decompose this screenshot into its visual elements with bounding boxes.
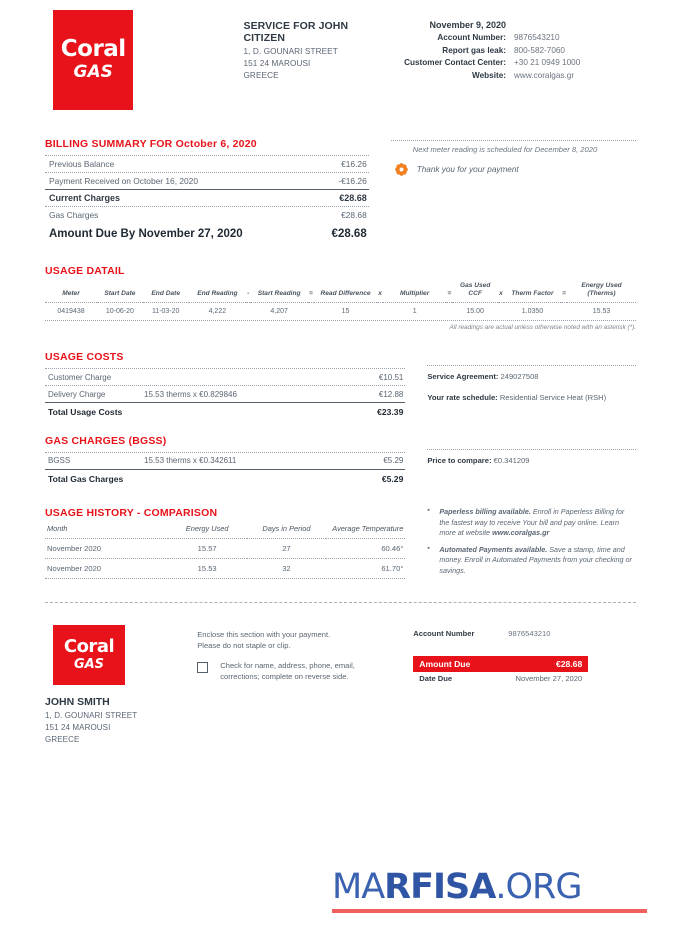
account-meta-block bbox=[374, 10, 636, 110]
cost-desc: 15.53 therms x €0.829846 bbox=[144, 389, 237, 399]
col-start-date: Start Date bbox=[104, 290, 136, 298]
usage-history-section bbox=[45, 507, 636, 582]
billing-row-gas-charges bbox=[45, 207, 369, 223]
meta-row-website bbox=[374, 70, 606, 83]
cell-days: 27 bbox=[247, 539, 326, 559]
price-to-compare-note bbox=[427, 450, 636, 466]
tear-off-dashed-line bbox=[45, 602, 636, 603]
logo-brand-name: Coral bbox=[63, 635, 115, 657]
stub-message-line-1: Enclose this section with your payment. bbox=[197, 630, 331, 640]
marfisa-watermark bbox=[332, 867, 647, 913]
meta-label: Report gas leak: bbox=[442, 45, 506, 55]
meta-value[interactable]: www.coralgas.gr bbox=[514, 71, 575, 81]
operator-equals-2: = bbox=[447, 290, 452, 298]
col-avg-temp: Average Temperature bbox=[332, 524, 404, 534]
cell-energy: 15.53 bbox=[168, 559, 247, 579]
stub-address-line-3: GREECE bbox=[45, 735, 80, 745]
service-agreement-value: 249027508 bbox=[498, 372, 539, 382]
amount-due-label: Amount Due By November 27, 2020 bbox=[49, 228, 243, 240]
meta-row-contact-center bbox=[374, 57, 606, 70]
gas-charge-row-bgss bbox=[45, 453, 405, 469]
usage-history-table-wrap bbox=[45, 507, 405, 582]
meta-value: +30 21 0949 1000 bbox=[514, 58, 581, 68]
billing-row-previous-balance bbox=[45, 156, 369, 172]
promo-bold-label: Automated Payments available. bbox=[439, 544, 548, 554]
gas-charges-section bbox=[45, 435, 636, 488]
watermark-text bbox=[332, 867, 647, 907]
total-label: Total Usage Costs bbox=[48, 407, 123, 418]
billing-title-prefix: BILLING SUMMARY FOR bbox=[45, 138, 176, 150]
usage-cost-total-row bbox=[45, 403, 405, 421]
billing-side-notes bbox=[391, 138, 636, 243]
cost-desc bbox=[144, 373, 343, 382]
stub-account-row bbox=[413, 629, 588, 638]
cell-end-date: 11-03-20 bbox=[143, 303, 189, 321]
promotional-notes bbox=[427, 507, 636, 582]
service-address-line-3: GREECE bbox=[243, 71, 279, 80]
stub-amount-block bbox=[413, 625, 588, 744]
usage-detail-footnote: All readings are actual unless otherwise noted with an asterisk (*). bbox=[449, 324, 636, 332]
promo-text: Save a stamp, time and money. Enroll in Automated Payments from your checking or savings. bbox=[439, 544, 632, 575]
operator-times-1: x bbox=[378, 290, 382, 298]
col-end-reading: End Reading bbox=[197, 290, 238, 298]
usage-history-title: USAGE HISTORY - COMPARISON bbox=[45, 507, 218, 520]
thank-you-row bbox=[391, 163, 636, 176]
gas-charges-total-row bbox=[45, 470, 405, 488]
cell-days: 32 bbox=[247, 559, 326, 579]
row-amount: €16.26 bbox=[341, 159, 367, 169]
cost-name: Delivery Charge bbox=[48, 389, 106, 399]
cost-name: Customer Charge bbox=[48, 372, 112, 382]
billing-row-amount-due bbox=[45, 223, 369, 243]
stub-address-line-1: 1, D. GOUNARI STREET bbox=[45, 711, 138, 721]
next-meter-reading-note: Next meter reading is scheduled for December 8, 2020 bbox=[412, 145, 598, 154]
row-label: Previous Balance bbox=[49, 159, 115, 169]
cell-temp: 60.46° bbox=[326, 539, 405, 559]
billing-summary-table bbox=[45, 138, 369, 243]
divider bbox=[45, 578, 405, 579]
coral-gas-logo-stub bbox=[53, 625, 125, 685]
gas-charges-side-notes bbox=[427, 435, 636, 488]
cell-start-reading: 4,207 bbox=[250, 303, 308, 321]
usage-detail-table bbox=[45, 282, 636, 320]
meta-label: Account Number: bbox=[437, 33, 506, 42]
col-start-reading: Start Reading bbox=[257, 290, 301, 298]
coral-gas-logo bbox=[53, 10, 133, 110]
stub-correction-row bbox=[197, 660, 387, 682]
cell-therm-factor: 1.0350 bbox=[504, 303, 561, 321]
watermark-part-3: .ORG bbox=[495, 867, 582, 907]
usage-history-table bbox=[45, 524, 405, 578]
row-amount: €28.68 bbox=[341, 210, 367, 220]
service-address-line-1: 1, D. GOUNARI STREET bbox=[243, 47, 338, 56]
service-address-block bbox=[243, 10, 374, 110]
total-amount: €23.39 bbox=[377, 407, 404, 418]
rate-schedule-label: Your rate schedule: bbox=[427, 392, 498, 402]
cost-name: BGSS bbox=[48, 456, 71, 466]
col-meter: Meter bbox=[62, 290, 80, 298]
meta-label: Customer Contact Center: bbox=[404, 58, 506, 68]
cost-desc: 15.53 therms x €0.342611 bbox=[144, 456, 237, 466]
usage-history-row bbox=[45, 539, 405, 559]
promo-automated-payments bbox=[427, 545, 636, 576]
meta-label: Website: bbox=[472, 71, 506, 81]
correction-checkbox[interactable] bbox=[197, 662, 208, 673]
col-energy-used: Energy Used (Therms) bbox=[581, 282, 622, 298]
cell-temp: 61.70° bbox=[326, 559, 405, 579]
cost-amount: €5.29 bbox=[383, 456, 404, 466]
usage-detail-data-row bbox=[45, 303, 636, 321]
row-label: Payment Received on October 16, 2020 bbox=[49, 176, 198, 186]
billing-row-current-charges bbox=[45, 190, 369, 206]
usage-detail-title: USAGE DATAIL bbox=[45, 265, 125, 277]
statement-date: November 9, 2020 bbox=[429, 20, 506, 30]
cell-read-difference: 15 bbox=[314, 303, 378, 321]
operator-equals-1: = bbox=[308, 290, 313, 298]
amount-due-value: €28.68 bbox=[331, 228, 367, 240]
stub-address-line-2: 151 24 MAROUSI bbox=[45, 723, 111, 733]
cell-meter: 0419438 bbox=[45, 303, 97, 321]
amount-due-box-label: Amount Due bbox=[419, 659, 471, 670]
cell-month: November 2020 bbox=[45, 539, 168, 559]
usage-costs-section bbox=[45, 351, 636, 421]
promo-text: Enroll in Paperless Billing for the fastest way to receive Your bill and pay online. Learn more at website bbox=[439, 507, 625, 538]
operator-equals-3: = bbox=[562, 290, 566, 298]
cell-gas-used-ccf: 15.00 bbox=[452, 303, 498, 321]
total-label: Total Gas Charges bbox=[48, 473, 124, 484]
page-header bbox=[45, 0, 636, 110]
usage-detail-header-row bbox=[45, 282, 636, 303]
watermark-part-2: RFISA bbox=[384, 867, 496, 907]
billing-summary-section bbox=[45, 138, 636, 243]
stub-message-line-2: Please do not staple or clip. bbox=[197, 641, 291, 651]
amount-due-box bbox=[413, 656, 588, 672]
col-end-date: End Date bbox=[151, 290, 180, 298]
cell-multiplier: 1 bbox=[383, 303, 446, 321]
usage-costs-table bbox=[45, 351, 405, 421]
row-label: Gas Charges bbox=[49, 210, 99, 220]
col-multiplier: Multiplier bbox=[399, 290, 430, 298]
usage-cost-row-customer-charge bbox=[45, 369, 405, 385]
rate-schedule-value: Residential Service Heat (RSH) bbox=[497, 392, 607, 402]
cell-end-reading: 4,222 bbox=[189, 303, 247, 321]
stub-instructions bbox=[197, 625, 387, 744]
billing-title-date: October 6, 2020 bbox=[175, 138, 257, 150]
usage-costs-side-notes bbox=[427, 351, 636, 421]
row-amount: €28.68 bbox=[339, 193, 367, 203]
date-due-row bbox=[413, 672, 588, 683]
date-due-label: Date Due bbox=[419, 674, 453, 684]
cell-energy-used: 15.53 bbox=[567, 303, 636, 321]
row-label: Current Charges bbox=[49, 193, 121, 203]
row-amount: -€16.26 bbox=[338, 176, 367, 186]
stub-account-value: 9876543210 bbox=[508, 629, 551, 639]
total-amount: €5.29 bbox=[381, 473, 404, 484]
price-to-compare-label: Price to compare: bbox=[427, 455, 492, 465]
meta-row-account-number bbox=[374, 32, 606, 45]
usage-detail-section bbox=[45, 265, 636, 331]
operator-times-2: x bbox=[499, 290, 503, 298]
promo-paperless-billing bbox=[427, 507, 636, 538]
col-days: Days in Period bbox=[262, 524, 311, 534]
flower-icon bbox=[395, 163, 408, 176]
col-energy: Energy Used bbox=[185, 524, 229, 534]
service-for-title: SERVICE FOR JOHN CITIZEN bbox=[243, 20, 349, 44]
thank-you-text: Thank you for your payment bbox=[416, 165, 519, 174]
logo-brand-name: Coral bbox=[60, 36, 126, 63]
gas-charges-title: GAS CHARGES (BGSS) bbox=[45, 434, 167, 447]
meta-value: 9876543210 bbox=[514, 33, 560, 42]
divider bbox=[45, 320, 636, 321]
logo-brand-sub: GAS bbox=[73, 656, 105, 672]
stub-customer-name: JOHN SMITH bbox=[45, 696, 110, 709]
usage-cost-row-delivery-charge bbox=[45, 386, 405, 402]
promo-website[interactable]: www.coralgas.gr bbox=[492, 528, 550, 538]
service-address-line-2: 151 24 MAROUSI bbox=[243, 59, 311, 68]
stub-check-text: Check for name, address, phone, email, corrections; complete on reverse side. bbox=[220, 661, 355, 682]
watermark-underline-bar bbox=[332, 909, 647, 913]
meta-row-gas-leak bbox=[374, 45, 606, 58]
cost-amount: €10.51 bbox=[378, 372, 404, 382]
meta-value: 800-582-7060 bbox=[514, 45, 565, 55]
cell-month: November 2020 bbox=[45, 559, 168, 579]
promo-bold-label: Paperless billing available. bbox=[439, 507, 531, 517]
price-to-compare-value: €0.341209 bbox=[491, 455, 530, 465]
usage-history-header-row bbox=[45, 524, 405, 539]
cost-amount: €12.88 bbox=[378, 389, 404, 399]
promo-bullet-list bbox=[427, 507, 636, 576]
cell-energy: 15.57 bbox=[168, 539, 247, 559]
rate-schedule-note bbox=[427, 392, 636, 403]
usage-history-row bbox=[45, 559, 405, 579]
billing-row-payment-received bbox=[45, 173, 369, 189]
col-therm-factor: Therm Factor bbox=[511, 290, 554, 298]
service-agreement-note bbox=[427, 366, 636, 382]
gas-charges-table bbox=[45, 435, 405, 488]
col-read-difference: Read Difference bbox=[320, 290, 371, 298]
date-due-value: November 27, 2020 bbox=[515, 674, 583, 684]
billing-summary-title bbox=[45, 138, 369, 150]
service-agreement-label: Service Agreement: bbox=[427, 372, 499, 382]
watermark-part-1: MA bbox=[332, 867, 385, 907]
usage-costs-title: USAGE COSTS bbox=[45, 351, 124, 364]
operator-minus: - bbox=[247, 290, 250, 298]
stub-account-label: Account Number bbox=[413, 629, 475, 639]
col-month: Month bbox=[47, 524, 68, 534]
logo-brand-sub: GAS bbox=[73, 62, 113, 83]
payment-stub bbox=[45, 625, 636, 744]
amount-due-box-value: €28.68 bbox=[555, 659, 583, 670]
col-gas-used-ccf: Gas Used CCF bbox=[459, 282, 491, 298]
stub-customer-block bbox=[45, 625, 137, 744]
cell-start-date: 10-06-20 bbox=[97, 303, 143, 321]
